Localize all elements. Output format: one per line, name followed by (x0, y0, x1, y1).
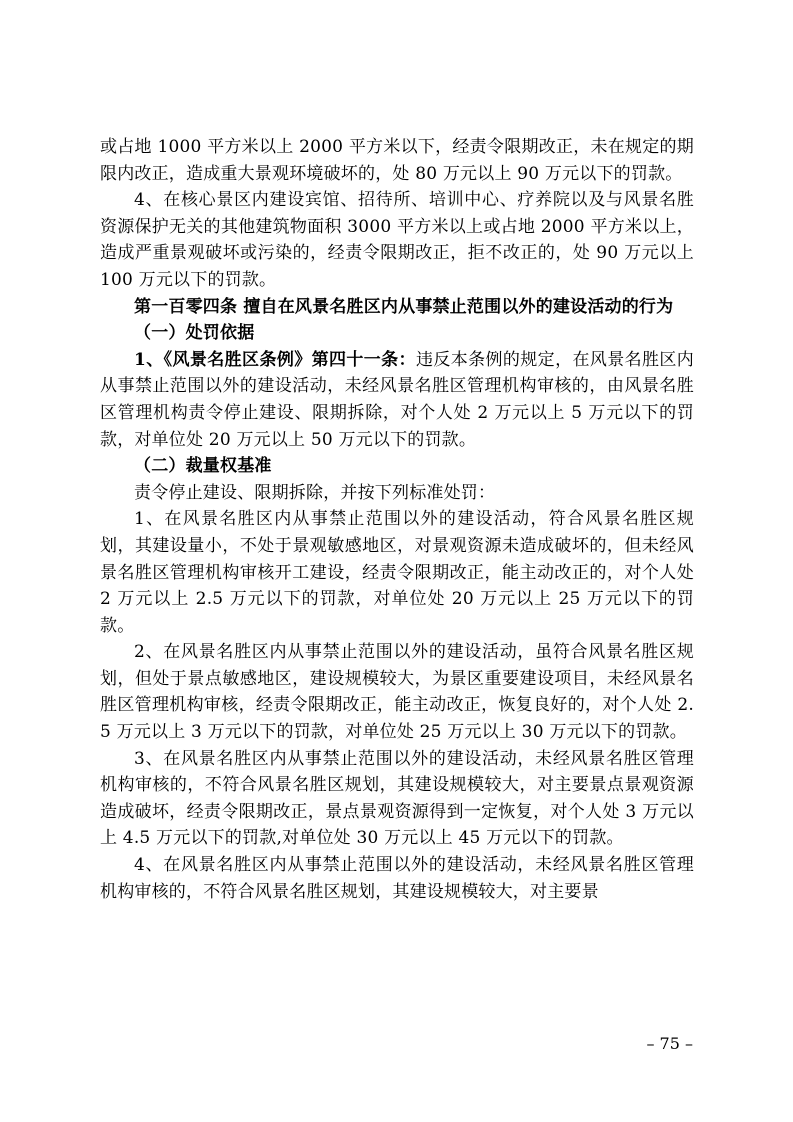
paragraph-standard-item-1: 1、在风景名胜区内从事禁止范围以外的建设活动，符合风景名胜区规划，其建设量小，不处于景观敏感地区，对景观资源未造成破坏的，但未经风景名胜区管理机构审核开工建设，经责令限期改正，能主动改正的，对个人处 2 万元以上 2.5 万元以下的罚款，对单位处 20 万元以上 25 万元以下的罚款。 (100, 509, 694, 636)
paragraph-standard-intro: 责令停止建设、限期拆除，并按下列标准处罚： (134, 482, 496, 503)
section-heading-penalty-basis: （一）处罚依据 (134, 323, 255, 344)
clause-41-body: 违反本条例的规定，在风景名胜区内从事禁止范围以外的建设活动，未经风景名胜区管理机构审核的，由风景名胜区管理机构责令停止建设、限期拆除，对个人处 2 万元以上 5 万元以下的罚款，对单位处 20 万元以上 50 万元以下的罚款。 (100, 349, 694, 450)
clause-41-lead: 1、《风景名胜区条例》第四十一条： (134, 349, 416, 370)
paragraph-standard-item-4-partial: 4、在风景名胜区内从事禁止范围以外的建设活动，未经风景名胜区管理机构审核的，不符合风景名胜区规划，其建设规模较大，对主要景 (100, 855, 694, 902)
article-104-heading: 第一百零四条 擅自在风景名胜区内从事禁止范围以外的建设活动的行为 (134, 296, 674, 317)
paragraph-standard-item-3: 3、在风景名胜区内从事禁止范围以外的建设活动，未经风景名胜区管理机构审核的，不符合风景名胜区规划，其建设规模较大，对主要景点景观资源造成破坏，经责令限期改正，景点景观资源得到一定恢复，对个人处 3 万元以上 4.5 万元以下的罚款,对单位处 30 万元以上 45 万元以下的罚款。 (100, 748, 694, 849)
document-body (100, 134, 694, 905)
section-heading-discretion-benchmark: （二）裁量权基准 (134, 456, 272, 477)
paragraph-fine-continuation: 或占地 1000 平方米以上 2000 平方米以下，经责令限期改正，未在规定的期限内改正，造成重大景观环境破坏的，处 80 万元以上 90 万元以下的罚款。 (100, 137, 694, 184)
page-number: – 75 – (646, 1034, 693, 1053)
paragraph-standard-item-2: 2、在风景名胜区内从事禁止范围以外的建设活动，虽符合风景名胜区规划，但处于景点敏感地区，建设规模较大，为景区重要建设项目，未经风景名胜区管理机构审核，经责令限期改正，能主动改正，恢复良好的，对个人处 2.5 万元以上 3 万元以下的罚款，对单位处 25 万元以上 30 万元以下的罚款。 (100, 642, 694, 743)
paragraph-clause-41 (100, 347, 694, 453)
paragraph-item-4-core-area: 4、在核心景区内建设宾馆、招待所、培训中心、疗养院以及与风景名胜资源保护无关的其他建筑物面积 3000 平方米以上或占地 2000 平方米以上，造成严重景观破坏或污染的，经责令限期改正，拒不改正的，处 90 万元以上 100 万元以下的罚款。 (100, 190, 694, 290)
